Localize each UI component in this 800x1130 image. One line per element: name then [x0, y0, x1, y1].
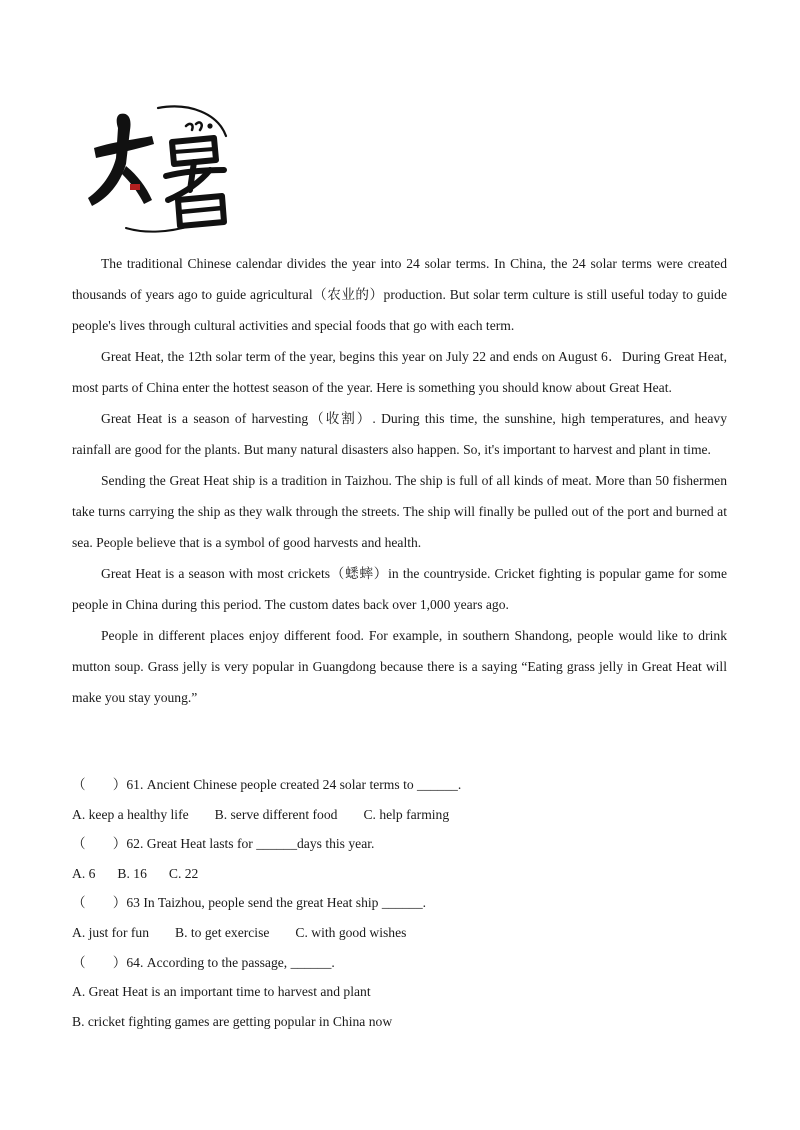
option-61-c: C. help farming — [363, 806, 450, 822]
option-63-b: B. to get exercise — [175, 924, 270, 940]
question-61-stem: （ ）61. Ancient Chinese people created 24 solar terms to ______. — [72, 777, 462, 792]
question-64-stem: （ ）64. According to the passage, ______. — [72, 954, 335, 970]
question-63-options — [72, 918, 727, 948]
paragraph-harvesting: Great Heat is a season of harvesting（收割）. During this time, the sunshine, high temperatures, and heavy rainfall are good for the plants. But many natural disasters also happen. So, it's important to harvest and plant in time. — [72, 411, 727, 457]
option-62-b: B. 16 — [117, 865, 147, 881]
reading-passage — [72, 248, 727, 713]
question-62-options — [72, 859, 727, 889]
paragraph-food: People in different places enjoy different food. For example, in southern Shandong, people would like to drink mutton soup. Grass jelly is very popular in Guangdong because there is a saying “Eating grass jelly in Great Heat will make you stay young.” — [72, 628, 727, 705]
paragraph-taizhou-ship: Sending the Great Heat ship is a tradition in Taizhou. The ship is full of all kinds of meat. More than 50 fishermen take turns carrying the ship as they walk through the streets. The ship will finally be pulled out of the port and burned at sea. People believe that is a symbol of good harvests and health. — [72, 473, 727, 550]
dashu-logo — [86, 100, 236, 236]
dashu-calligraphy-logo — [86, 100, 236, 236]
option-63-a: A. just for fun — [72, 924, 150, 940]
option-62-a: A. 6 — [72, 865, 96, 881]
option-64-a: A. Great Heat is an important time to harvest and plant — [72, 984, 371, 1000]
paragraph-crickets: Great Heat is a season with most crickets（蟋蟀）in the countryside. Cricket fighting is popular game for some people in China during this period. The custom dates back over 1,000 years ago. — [72, 566, 727, 612]
paragraph-solar-terms: The traditional Chinese calendar divides the year into 24 solar terms. In China, the 24 solar terms were created thousands of years ago to guide agricultural（农业的）production. But solar term culture is still useful today to guide people's lives through cultural activities and special foods that go with each term. — [72, 256, 727, 333]
option-64-b: B. cricket fighting games are getting popular in China now — [72, 1013, 393, 1029]
question-list — [72, 770, 727, 1036]
question-61-options — [72, 800, 727, 830]
option-63-c: C. with good wishes — [295, 924, 407, 940]
question-63-stem: （ ）63 In Taizhou, people send the great Heat ship ______. — [72, 895, 427, 911]
option-61-b: B. serve different food — [214, 806, 338, 822]
question-62-stem: （ ）62. Great Heat lasts for ______days this year. — [72, 836, 375, 852]
option-62-c: C. 22 — [168, 865, 199, 881]
paragraph-great-heat-dates: Great Heat, the 12th solar term of the year, begins this year on July 22 and ends on August 6．During Great Heat, most parts of China enter the hottest season of the year. Here is something you should know about Great Heat. — [72, 349, 727, 395]
option-61-a: A. keep a healthy life — [72, 806, 189, 822]
